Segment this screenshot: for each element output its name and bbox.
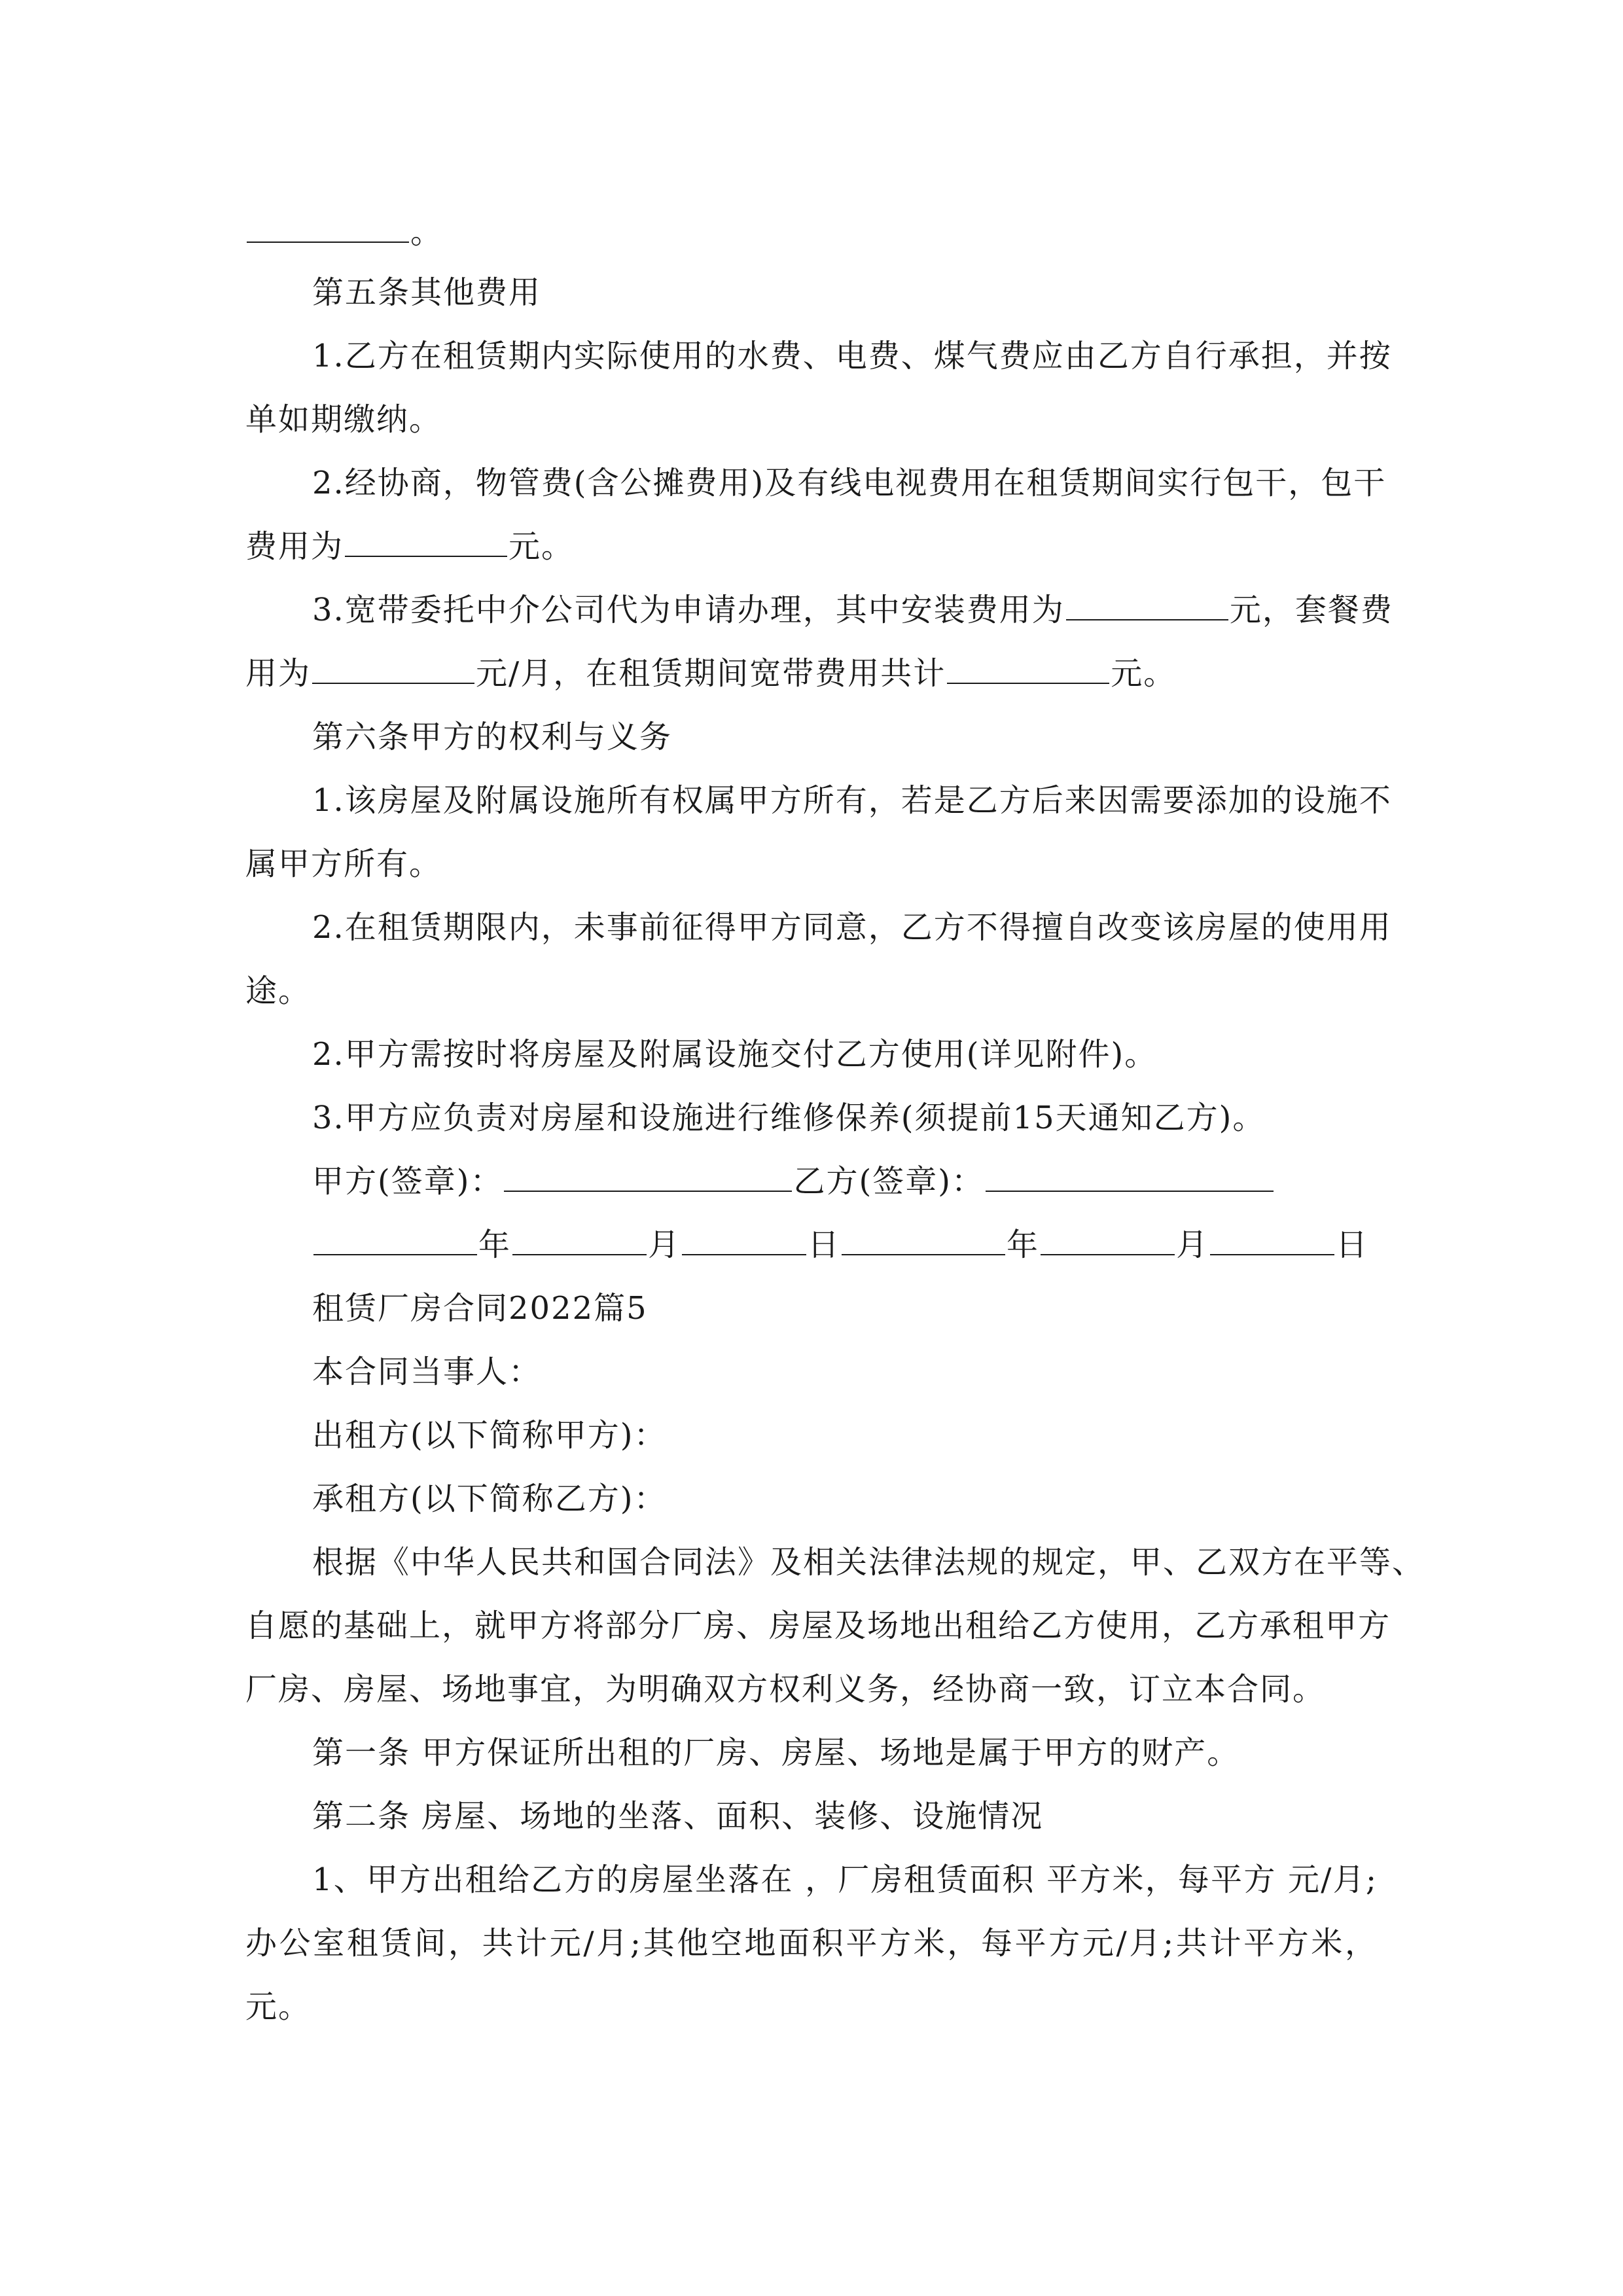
fill-blank (842, 1228, 1005, 1255)
section-heading: 第五条其他费用 (312, 274, 542, 311)
text-fragment: 。 (410, 214, 444, 251)
text-line (245, 655, 1378, 692)
date-line (312, 1227, 1378, 1263)
document-title: 租赁厂房合同2022篇5 (312, 1290, 648, 1327)
fill-blank (682, 1228, 806, 1255)
text-line: 1.乙方在租赁期内实际使用的水费、电费、煤气费应由乙方自行承担，并按 (312, 338, 1392, 374)
text-line (312, 592, 1393, 628)
text-line: 自愿的基础上，就甲方将部分厂房、房屋及场地出租给乙方使用，乙方承租甲方 (245, 1607, 1391, 1644)
text-line: 本合同当事人： (312, 1354, 542, 1390)
text-fragment: 3.宽带委托中介公司代为申请办理，其中安装费用为 (312, 592, 1065, 628)
text-line: 1.该房屋及附属设施所有权属甲方所有，若是乙方后来因需要添加的设施不 (312, 782, 1392, 819)
section-heading: 第六条甲方的权利与义务 (312, 719, 673, 755)
text-fragment: 日 (808, 1227, 841, 1263)
text-line: 根据《中华人民共和国合同法》及相关法律法规的规定，甲、乙双方在平等、 (312, 1544, 1425, 1581)
signature-blank (504, 1164, 792, 1192)
text-line (245, 214, 1378, 251)
text-fragment: 元，套餐费 (1229, 592, 1393, 628)
party-b-signature-label: 乙方(签章)： (793, 1163, 984, 1200)
text-line: 办公室租赁间，共计元/月;其他空地面积平方米，每平方元/月;共计平方米， (245, 1925, 1378, 1962)
text-line (245, 528, 1378, 565)
text-line: 元。 (245, 1988, 312, 2025)
text-line: 出租方(以下简称甲方)： (312, 1417, 667, 1454)
text-fragment: 用为 (245, 655, 312, 692)
text-line: 2.甲方需按时将房屋及附属设施交付乙方使用(详见附件)。 (312, 1036, 1158, 1073)
text-line: 1、甲方出租给乙方的房屋坐落在 ，厂房租赁面积 平方米，每平方 元/月; (312, 1861, 1378, 1898)
fill-blank (247, 215, 409, 243)
text-line: 2.在租赁期限内，未事前征得甲方同意，乙方不得擅自改变该房屋的使用用 (312, 909, 1392, 946)
fill-blank (313, 1228, 477, 1255)
text-fragment: 月 (1176, 1227, 1209, 1263)
party-a-signature-label: 甲方(签章)： (312, 1163, 503, 1200)
text-fragment: 月 (648, 1227, 681, 1263)
text-line: 途。 (245, 973, 312, 1009)
text-fragment: 年 (1007, 1227, 1040, 1263)
text-line: 承租方(以下简称乙方)： (312, 1480, 667, 1517)
text-fragment: 元/月，在租赁期间宽带费用共计 (476, 655, 946, 692)
fill-blank (1210, 1228, 1334, 1255)
signature-blank (986, 1164, 1274, 1192)
clause-heading: 第二条 房屋、场地的坐落、面积、装修、设施情况 (312, 1798, 1044, 1835)
text-line: 2.经协商，物管费(含公摊费用)及有线电视费用在租赁期间实行包干，包干 (312, 465, 1387, 501)
text-fragment: 费用为 (245, 528, 344, 565)
text-line: 属甲方所有。 (245, 846, 442, 882)
text-line: 3.甲方应负责对房屋和设施进行维修保养(须提前15天通知乙方)。 (312, 1100, 1266, 1136)
text-fragment: 元。 (508, 528, 575, 565)
clause-heading: 第一条 甲方保证所出租的厂房、房屋、场地是属于甲方的财产。 (312, 1734, 1240, 1771)
text-fragment: 日 (1336, 1227, 1369, 1263)
fill-blank (947, 656, 1109, 684)
fill-blank (1066, 593, 1228, 620)
fill-blank (345, 529, 507, 557)
fill-blank (312, 656, 474, 684)
fill-blank (1041, 1228, 1175, 1255)
text-line: 单如期缴纳。 (245, 401, 442, 438)
text-fragment: 元。 (1111, 655, 1177, 692)
text-fragment: 年 (478, 1227, 512, 1263)
fill-blank (512, 1228, 647, 1255)
signature-line (312, 1163, 1378, 1200)
text-line: 厂房、房屋、场地事宜，为明确双方权利义务，经协商一致，订立本合同。 (245, 1671, 1326, 1708)
